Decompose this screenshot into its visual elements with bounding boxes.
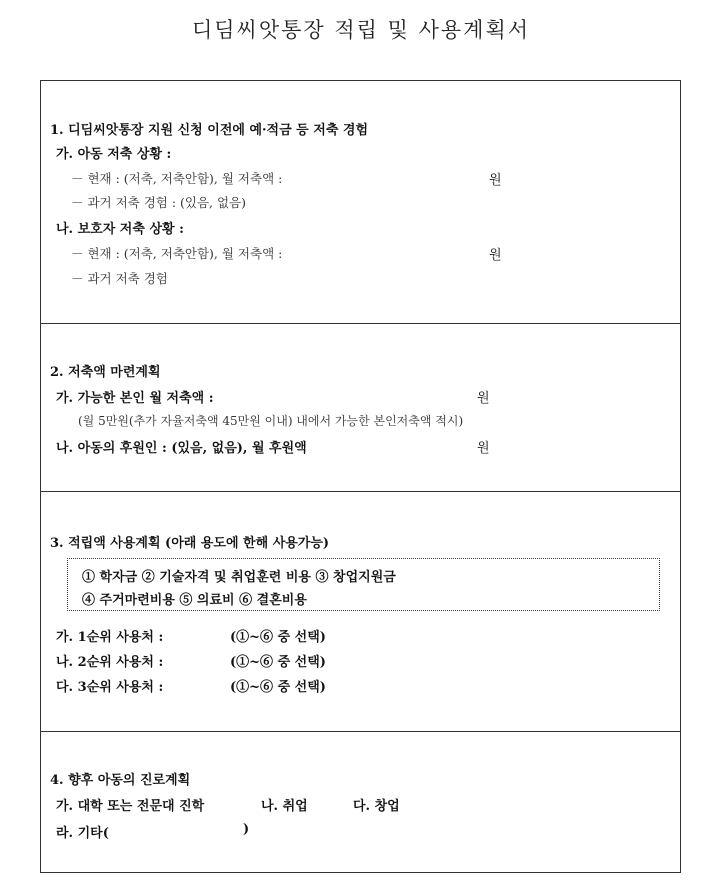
section-usage-plan xyxy=(41,492,680,732)
guardian-past-savings: － 과거 저축 경험 xyxy=(71,271,168,286)
career-option-other-close: ) xyxy=(243,822,250,837)
priority2-label: 나. 2순위 사용처 : xyxy=(56,655,164,670)
section3-heading: 3. 적립액 사용계획 (아래 용도에 한해 사용가능) xyxy=(50,536,330,551)
priority1-hint: (①~⑥ 중 선택) xyxy=(230,630,326,645)
section-savings-plan xyxy=(41,324,680,492)
child-past-savings: － 과거 저축 경험 : (있음, 없음) xyxy=(71,195,247,210)
monthly-savings-unit: 원 xyxy=(477,391,490,406)
career-option-other: 라. 기타( xyxy=(56,826,109,841)
guardian-current-savings: － 현재 : (저축, 저축안함), 월 저축액 : xyxy=(71,246,283,261)
section1-heading: 1. 디딤씨앗통장 지원 신청 이전에 예·적금 등 저축 경험 xyxy=(50,123,369,138)
child-current-savings: － 현재 : (저축, 저축안함), 월 저축액 : xyxy=(71,171,283,186)
monthly-savings-note: (월 5만원(추가 자율저축액 45만원 이내) 내에서 가능한 본인저축액 적시) xyxy=(78,414,464,428)
section-savings-experience xyxy=(41,81,680,324)
section2-heading: 2. 저축액 마련계획 xyxy=(50,365,161,380)
priority1-label: 가. 1순위 사용처 : xyxy=(56,630,164,645)
plan-form xyxy=(40,80,681,873)
monthly-savings-line: 가. 가능한 본인 월 저축액 : xyxy=(56,391,214,406)
priority3-hint: (①~⑥ 중 선택) xyxy=(230,680,326,695)
career-option-employment: 나. 취업 xyxy=(261,799,308,814)
child-current-unit: 원 xyxy=(489,173,502,188)
career-option-startup: 다. 창업 xyxy=(353,799,400,814)
child-savings-heading: 가. 아동 저축 상황 : xyxy=(56,147,172,162)
usage-options-row1: ① 학자금 ② 기술자격 및 취업훈련 비용 ③ 창업지원금 xyxy=(82,570,396,585)
career-option-college: 가. 대학 또는 전문대 진학 xyxy=(56,799,205,814)
sponsor-unit: 원 xyxy=(477,441,490,456)
guardian-savings-heading: 나. 보호자 저축 상황 : xyxy=(56,222,184,237)
sponsor-line: 나. 아동의 후원인 : (있음, 없음), 월 후원액 xyxy=(56,441,307,456)
usage-options-row2: ④ 주거마련비용 ⑤ 의료비 ⑥ 결혼비용 xyxy=(82,593,307,608)
usage-options-box xyxy=(67,558,660,611)
priority2-hint: (①~⑥ 중 선택) xyxy=(230,655,326,670)
priority3-label: 다. 3순위 사용처 : xyxy=(56,680,164,695)
section4-heading: 4. 향후 아동의 진로계획 xyxy=(50,773,191,788)
guardian-current-unit: 원 xyxy=(489,248,502,263)
document-title: 디딤씨앗통장 적립 및 사용계획서 xyxy=(191,18,531,42)
section-career-plan xyxy=(41,732,680,874)
